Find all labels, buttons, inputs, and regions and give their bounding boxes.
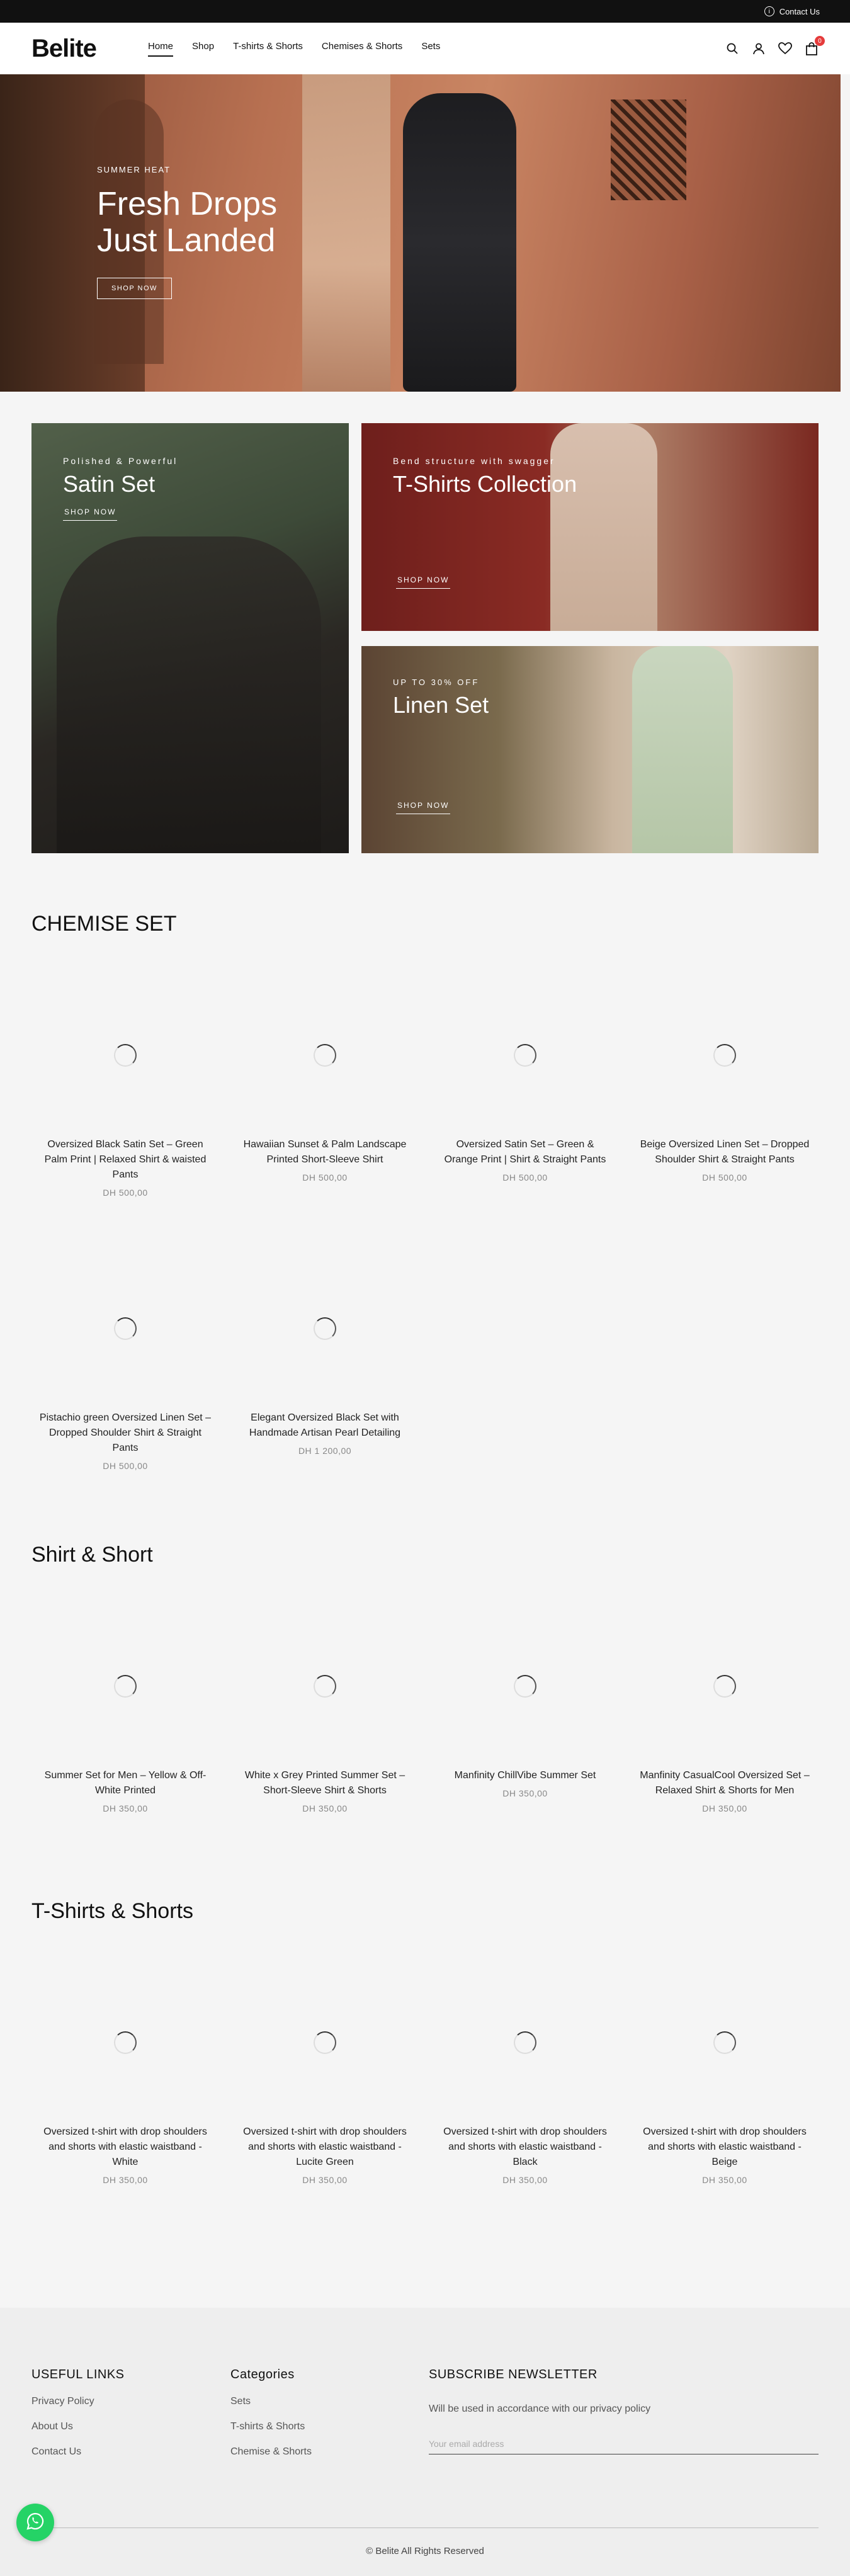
- banner-linen-model: [632, 646, 733, 853]
- logo[interactable]: Belite: [31, 34, 96, 62]
- site-header: [0, 23, 850, 74]
- contact-us-link[interactable]: [764, 6, 820, 16]
- top-bar: [0, 0, 850, 23]
- loading-spinner-icon: [114, 1317, 137, 1340]
- search-icon[interactable]: [725, 42, 739, 55]
- loading-spinner-icon: [114, 1675, 137, 1698]
- product-price: DH 350,00: [702, 1803, 747, 1813]
- footer-newsletter-title: SUBSCRIBE NEWSLETTER: [429, 2368, 598, 2381]
- product-image[interactable]: [231, 973, 419, 1137]
- loading-spinner-icon: [514, 1675, 536, 1698]
- hero-eyebrow: SUMMER HEAT: [97, 165, 171, 174]
- product-price: DH 500,00: [502, 1172, 548, 1183]
- product-price: DH 350,00: [103, 1803, 148, 1813]
- product-name[interactable]: Oversized t-shirt with drop shoulders and shorts with elastic waistband - Black: [443, 2126, 607, 2167]
- banner-satin-set[interactable]: [31, 423, 349, 853]
- nav-home[interactable]: Home: [148, 41, 173, 57]
- info-icon: i: [764, 6, 774, 16]
- loading-spinner-icon: [314, 1317, 336, 1340]
- product-name[interactable]: Beige Oversized Linen Set – Dropped Shoulder Shirt & Straight Pants: [640, 1139, 810, 1165]
- header-icons: [725, 37, 822, 55]
- banner-linen-subtitle: UP TO 30% OFF: [393, 678, 480, 687]
- footer-categories-title: Categories: [230, 2368, 295, 2381]
- section-title-tshirts-shorts: T-Shirts & Shorts: [31, 1899, 193, 1923]
- loading-spinner-icon: [314, 2031, 336, 2054]
- footer-link-sets[interactable]: Sets: [230, 2396, 251, 2407]
- hero-banner: [0, 74, 841, 392]
- product-image[interactable]: [631, 973, 819, 1137]
- product-card[interactable]: [31, 973, 219, 1198]
- product-name[interactable]: Elegant Oversized Black Set with Handmade Artisan Pearl Detailing: [249, 1412, 401, 1438]
- footer-categories: [230, 2368, 312, 2458]
- product-price: DH 350,00: [502, 1788, 548, 1798]
- cart-bag-icon[interactable]: [805, 37, 822, 55]
- product-name[interactable]: Oversized Satin Set – Green & Orange Print | Shirt & Straight Pants: [444, 1139, 606, 1165]
- loading-spinner-icon: [314, 1675, 336, 1698]
- product-image[interactable]: [31, 1604, 219, 1768]
- footer-link-tshirts-shorts[interactable]: T-shirts & Shorts: [230, 2421, 305, 2432]
- product-price: DH 350,00: [302, 1803, 348, 1813]
- product-image[interactable]: [631, 1961, 819, 2125]
- product-image[interactable]: [31, 1247, 219, 1410]
- product-name[interactable]: White x Grey Printed Summer Set – Short-Sleeve Shirt & Shorts: [244, 1770, 405, 1796]
- product-image[interactable]: [431, 1604, 619, 1768]
- main-nav: [148, 41, 440, 57]
- loading-spinner-icon: [713, 1675, 736, 1698]
- cart-count-badge: 0: [815, 36, 825, 46]
- product-card[interactable]: [431, 1604, 619, 1798]
- site-footer: [0, 2308, 850, 2576]
- banner-linen-shop-now[interactable]: SHOP NOW: [396, 801, 450, 814]
- product-name[interactable]: Oversized Black Satin Set – Green Palm Print | Relaxed Shirt & waisted Pants: [44, 1139, 207, 1180]
- product-grid-shirt-short: [31, 1604, 819, 1844]
- newsletter-description: Will be used in accordance with our privacy policy: [429, 2403, 651, 2414]
- product-card[interactable]: [231, 1604, 419, 1813]
- product-image[interactable]: [31, 973, 219, 1137]
- product-card[interactable]: [431, 1961, 619, 2185]
- collection-banners: [31, 423, 819, 853]
- product-name[interactable]: Summer Set for Men – Yellow & Off-White Printed: [44, 1770, 207, 1796]
- product-price: DH 350,00: [702, 2175, 747, 2185]
- product-card[interactable]: [231, 1247, 419, 1456]
- product-card[interactable]: [31, 1247, 219, 1471]
- product-price: DH 500,00: [103, 1188, 148, 1198]
- product-card[interactable]: [231, 1961, 419, 2185]
- loading-spinner-icon: [514, 2031, 536, 2054]
- product-card[interactable]: [631, 1961, 819, 2185]
- whatsapp-chat-button[interactable]: [16, 2504, 54, 2541]
- whatsapp-icon: [25, 2511, 45, 2534]
- footer-newsletter: [429, 2368, 819, 2454]
- product-grid-tshirts-shorts: [31, 1961, 819, 2225]
- banner-satin-title: Satin Set: [63, 471, 156, 497]
- product-price: DH 350,00: [302, 2175, 348, 2185]
- product-image[interactable]: [231, 1604, 419, 1768]
- product-image[interactable]: [431, 1961, 619, 2125]
- banner-tshirts-model: [550, 423, 657, 631]
- footer-link-privacy-policy[interactable]: Privacy Policy: [31, 2396, 94, 2407]
- banner-satin-shop-now[interactable]: SHOP NOW: [63, 508, 117, 521]
- banner-tshirts-collection[interactable]: [361, 423, 819, 631]
- product-grid-chemise-set: [31, 973, 819, 1490]
- loading-spinner-icon: [114, 2031, 137, 2054]
- product-price: DH 500,00: [302, 1172, 348, 1183]
- product-name[interactable]: Oversized t-shirt with drop shoulders and shorts with elastic waistband - Lucite Green: [243, 2126, 407, 2167]
- banner-linen-title: Linen Set: [393, 692, 489, 718]
- loading-spinner-icon: [713, 1044, 736, 1067]
- product-card[interactable]: [631, 973, 819, 1183]
- product-image[interactable]: [231, 1961, 419, 2125]
- product-name[interactable]: Hawaiian Sunset & Palm Landscape Printed Short-Sleeve Shirt: [243, 1139, 407, 1165]
- hero-window-grille: [611, 99, 686, 200]
- product-name[interactable]: Manfinity CasualCool Oversized Set – Relaxed Shirt & Shorts for Men: [640, 1770, 810, 1796]
- footer-link-about-us[interactable]: About Us: [31, 2421, 73, 2432]
- wishlist-heart-icon[interactable]: [778, 42, 792, 55]
- product-card[interactable]: [431, 973, 619, 1183]
- banner-tshirts-title: T-Shirts Collection: [393, 471, 577, 497]
- product-price: DH 1 200,00: [298, 1446, 352, 1456]
- product-name[interactable]: Pistachio green Oversized Linen Set – Dropped Shoulder Shirt & Straight Pants: [39, 1412, 212, 1453]
- product-card[interactable]: [31, 1961, 219, 2185]
- hero-model-figure: [403, 93, 516, 392]
- product-name[interactable]: Oversized t-shirt with drop shoulders and shorts with elastic waistband - White: [43, 2126, 207, 2167]
- product-image[interactable]: [31, 1961, 219, 2125]
- banner-linen-set[interactable]: [361, 646, 819, 853]
- hero-content: [97, 165, 324, 299]
- loading-spinner-icon: [314, 1044, 336, 1067]
- hero-shop-now-button[interactable]: SHOP NOW: [97, 278, 172, 299]
- product-card[interactable]: [231, 973, 419, 1183]
- hero-title: Fresh Drops Just Landed: [97, 186, 278, 259]
- product-name[interactable]: Oversized t-shirt with drop shoulders and shorts with elastic waistband - Beige: [643, 2126, 807, 2167]
- nav-shop[interactable]: Shop: [192, 40, 215, 52]
- product-price: DH 350,00: [103, 2175, 148, 2185]
- loading-spinner-icon: [713, 2031, 736, 2054]
- banner-tshirts-subtitle: Bend structure with swagger: [393, 456, 555, 466]
- product-price: DH 500,00: [103, 1461, 148, 1471]
- product-image[interactable]: [431, 973, 619, 1137]
- section-title-chemise-set: CHEMISE SET: [31, 912, 177, 936]
- nav-tshirts-shorts[interactable]: T-shirts & Shorts: [233, 40, 303, 52]
- product-card[interactable]: [631, 1604, 819, 1813]
- newsletter-email-input[interactable]: [429, 2434, 819, 2454]
- product-price: DH 350,00: [502, 2175, 548, 2185]
- banner-satin-model: [57, 536, 321, 853]
- product-image[interactable]: [631, 1604, 819, 1768]
- banner-satin-subtitle: Polished & Powerful: [63, 456, 178, 466]
- loading-spinner-icon: [514, 1044, 536, 1067]
- nav-chemises-shorts[interactable]: Chemises & Shorts: [321, 40, 403, 52]
- loading-spinner-icon: [114, 1044, 137, 1067]
- footer-useful-links-title: USEFUL LINKS: [31, 2368, 125, 2381]
- section-title-shirt-short: Shirt & Short: [31, 1543, 153, 1567]
- product-image[interactable]: [231, 1247, 419, 1410]
- banner-tshirts-shop-now[interactable]: SHOP NOW: [396, 576, 450, 589]
- footer-useful-links: [31, 2368, 125, 2458]
- product-price: DH 500,00: [702, 1172, 747, 1183]
- account-icon[interactable]: [752, 42, 766, 55]
- product-name[interactable]: Manfinity ChillVibe Summer Set: [454, 1770, 596, 1781]
- contact-us-label: Contact Us: [779, 6, 820, 16]
- nav-sets[interactable]: Sets: [421, 40, 441, 52]
- footer-link-chemise-shorts[interactable]: Chemise & Shorts: [230, 2446, 312, 2457]
- product-card[interactable]: [31, 1604, 219, 1813]
- footer-link-contact-us[interactable]: Contact Us: [31, 2446, 82, 2457]
- copyright-text: © Belite All Rights Reserved: [366, 2546, 484, 2556]
